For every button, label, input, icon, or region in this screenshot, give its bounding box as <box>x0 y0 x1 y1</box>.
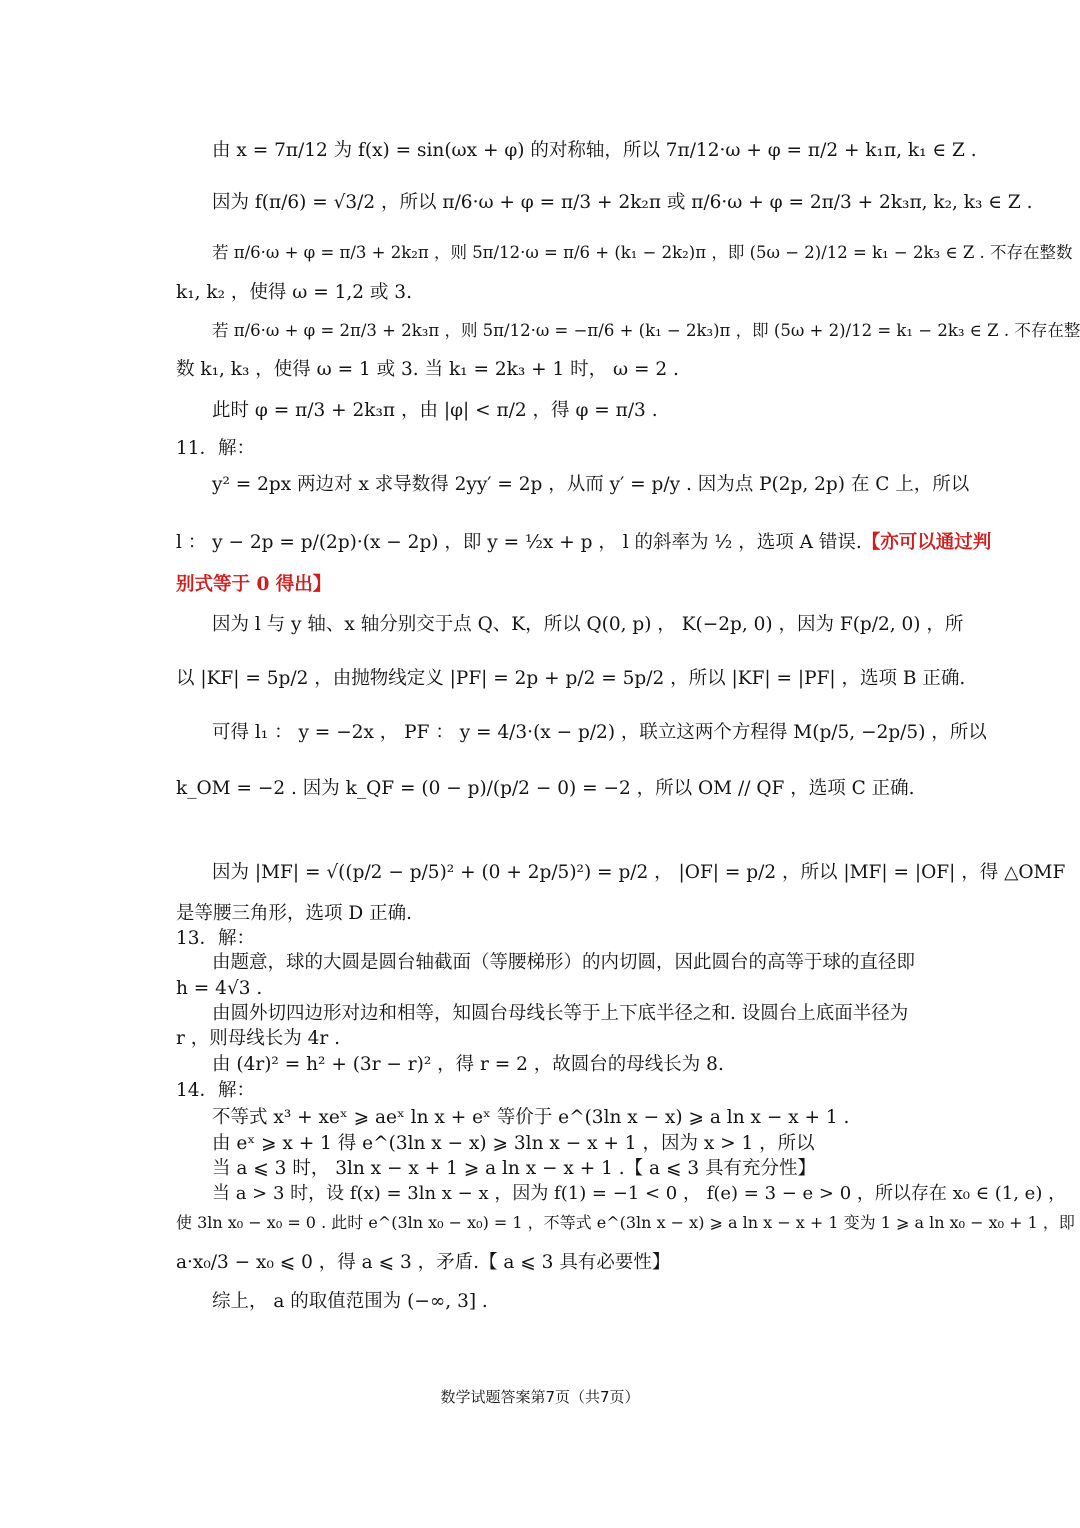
text-line: 当 a ⩽ 3 时， 3ln x − x + 1 ⩾ a ln x − x + 1 .【 a ⩽ 3 具有充分性】 <box>212 1158 816 1179</box>
text-line: 由 x = 7π/12 为 f(x) = sin(ωx + φ) 的对称轴，所以 7π/12·ω + φ = π/2 + k₁π, k₁ ∈ Z . <box>212 140 977 161</box>
text-line: 当 a > 3 时，设 f(x) = 3ln x − x ，因为 f(1) = −1 < 0 ， f(e) = 3 − e > 0 ，所以存在 x₀ ∈ (1, e) ， <box>212 1183 1067 1204</box>
text-line: 因为 l 与 y 轴、x 轴分别交于点 Q、K，所以 Q(0, p) ， K(−2p, 0) ，因为 F(p/2, 0) ，所 <box>212 614 964 635</box>
red-note: 别式等于 0 得出】 <box>176 574 332 595</box>
text-line: 可得 l₁ ： y = −2x ， PF ： y = 4/3·(x − p/2) ，联立这两个方程得 M(p/5, −2p/5) ，所以 <box>212 722 987 743</box>
text-line: k₁, k₂ ，使得 ω = 1,2 或 3. <box>176 282 412 303</box>
text-line: h = 4√3 . <box>176 978 263 999</box>
text-line: 若 π/6·ω + φ = π/3 + 2k₂π ，则 5π/12·ω = π/6 + (k₁ − 2k₂)π ，即 (5ω − 2)/12 = k₁ − 2k₃ ∈ Z . 不存在整数 <box>212 243 1073 262</box>
text-line: a·x₀/3 − x₀ ⩽ 0 ，得 a ⩽ 3 ，矛盾.【 a ⩽ 3 具有必要性】 <box>176 1252 671 1273</box>
text-line: r ，则母线长为 4r . <box>176 1028 340 1049</box>
text-line: 以 |KF| = 5p/2 ，由抛物线定义 |PF| = 2p + p/2 = 5p/2 ，所以 |KF| = |PF| ，选项 B 正确. <box>176 668 966 689</box>
text-line: 由圆外切四边形对边和相等，知圆台母线长等于上下底半径之和. 设圆台上底面半径为 <box>212 1003 909 1024</box>
text-line: 若 π/6·ω + φ = 2π/3 + 2k₃π ，则 5π/12·ω = −π/6 + (k₁ − 2k₃)π ，即 (5ω + 2)/12 = k₁ − 2k₃ ∈ Z . 不存在整 <box>212 321 1080 340</box>
problem-number: 13．解： <box>176 928 256 949</box>
text-line: k_OM = −2 . 因为 k_QF = (0 − p)/(p/2 − 0) = −2 ，所以 OM // QF ，选项 C 正确. <box>176 778 915 799</box>
text-line: 因为 |MF| = √((p/2 − p/5)² + (0 + 2p/5)²) = p/2 ， |OF| = p/2 ，所以 |MF| = |OF| ，得 △OMF <box>212 862 1066 883</box>
problem-number: 14．解： <box>176 1080 256 1101</box>
red-note: 【亦可以通过判 <box>861 532 992 553</box>
text-line: 是等腰三角形，选项 D 正确. <box>176 903 412 924</box>
text-segment: l ： y − 2p = p/(2p)·(x − 2p) ，即 y = ½x + p ， l 的斜率为 ½ ，选项 A 错误. <box>176 532 862 553</box>
page-footer: 数学试题答案第7页（共7页） <box>440 1388 640 1406</box>
text-line: 综上， a 的取值范围为 (−∞, 3] . <box>212 1291 488 1312</box>
text-line: 由 eˣ ⩾ x + 1 得 e^(3ln x − x) ⩾ 3ln x − x + 1 ，因为 x > 1 ，所以 <box>212 1133 815 1154</box>
text-line: 不等式 x³ + xeˣ ⩾ aeˣ ln x + eˣ 等价于 e^(3ln x − x) ⩾ a ln x − x + 1 . <box>212 1107 850 1128</box>
text-line: y² = 2px 两边对 x 求导数得 2yy′ = 2p ，从而 y′ = p/y . 因为点 P(2p, 2p) 在 C 上，所以 <box>212 474 970 495</box>
text-line: 由题意，球的大圆是圆台轴截面（等腰梯形）的内切圆，因此圆台的高等于球的直径即 <box>212 952 916 973</box>
text-line: 因为 f(π/6) = √3/2 ，所以 π/6·ω + φ = π/3 + 2k₂π 或 π/6·ω + φ = 2π/3 + 2k₃π, k₂, k₃ ∈ Z . <box>212 192 1033 213</box>
text-line <box>0 530 1080 556</box>
problem-number: 11．解： <box>176 438 256 459</box>
text-line: 使 3ln x₀ − x₀ = 0 . 此时 e^(3ln x₀ − x₀) = 1 ，不等式 e^(3ln x − x) ⩾ a ln x − x + 1 变为 1 ⩾ a ln x₀ − x₀ + 1 ，即 <box>176 1213 1075 1232</box>
text-line: 此时 φ = π/3 + 2k₃π ，由 |φ| < π/2 ，得 φ = π/3 . <box>212 400 658 421</box>
text-line: 数 k₁, k₃ ，使得 ω = 1 或 3. 当 k₁ = 2k₃ + 1 时， ω = 2 . <box>176 359 679 380</box>
text-line: 由 (4r)² = h² + (3r − r)² ，得 r = 2 ，故圆台的母线长为 8. <box>212 1054 724 1075</box>
